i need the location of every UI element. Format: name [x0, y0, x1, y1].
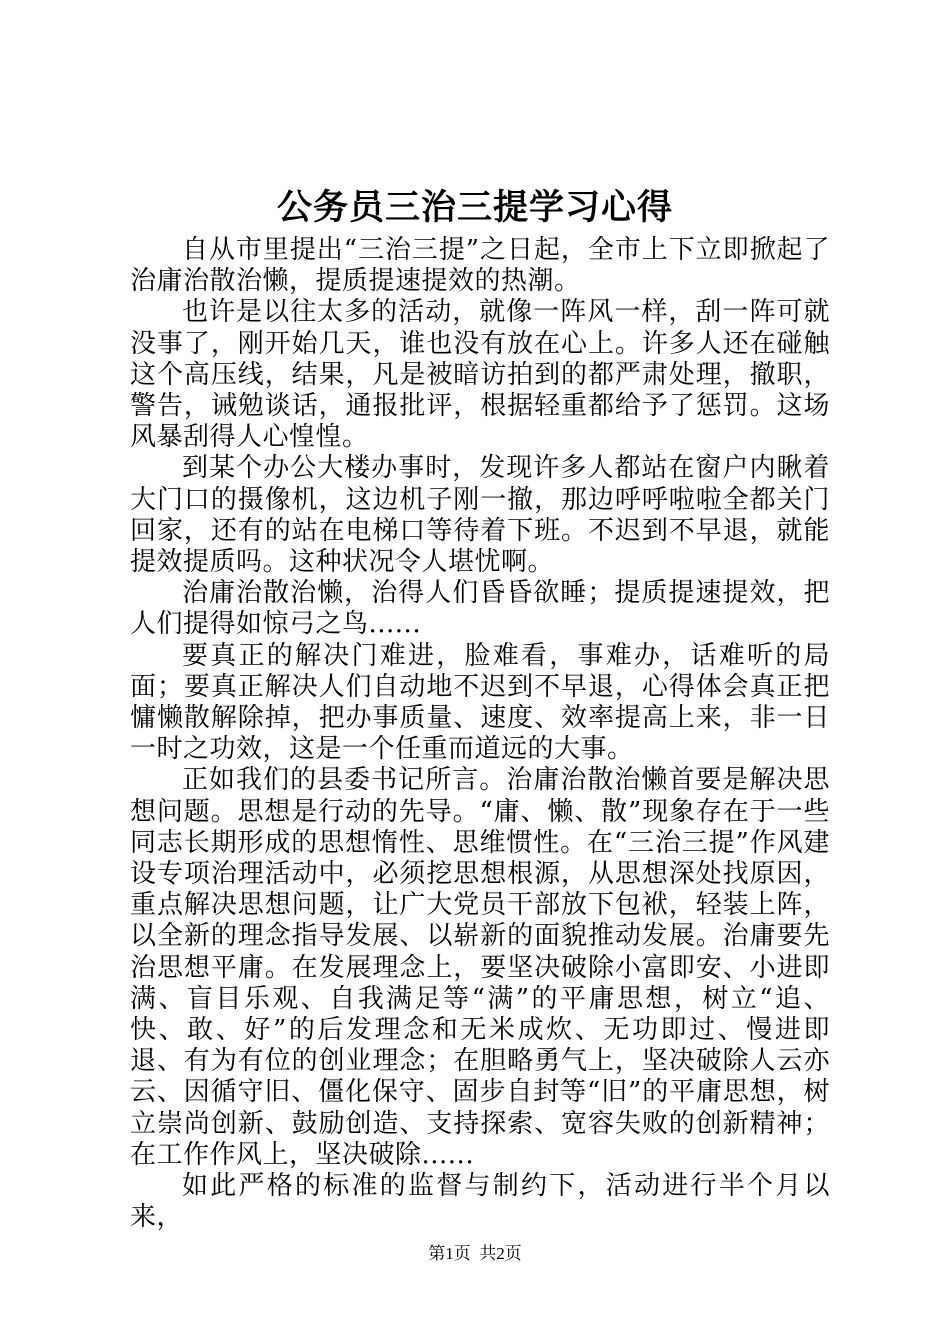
- page-total: 共2页: [479, 1244, 522, 1263]
- paragraph: 自从市里提出“三治三提”之日起，全市上下立即掀起了治庸治散治懒，提质提速提效的热潮。: [130, 235, 830, 297]
- paragraph: 也许是以往太多的活动，就像一阵风一样，刮一阵可就没事了，刚开始几天，谁也没有放在心上。许多人还在碰触这个高压线，结果，凡是被暗访拍到的都严肃处理，撤职，警告，诫勉谈话，通报批评，根据轻重都给予了惩罚。这场风暴刮得人心惶惶。: [130, 297, 830, 453]
- page-footer: [0, 1242, 950, 1266]
- document-body: [130, 235, 830, 1234]
- document-title: 公务员三治三提学习心得: [276, 187, 673, 228]
- paragraph: 治庸治散治懒，治得人们昏昏欲睡；提质提速提效，把人们提得如惊弓之鸟......: [130, 578, 830, 640]
- paragraph: 如此严格的标准的监督与制约下，活动进行半个月以来，: [130, 1171, 830, 1233]
- paragraph: 到某个办公大楼办事时，发现许多人都站在窗户内瞅着大门口的摄像机，这边机子刚一撤，那边呼呼啦啦全都关门回家，还有的站在电梯口等待着下班。不迟到不早退，就能提效提质吗。这种状况令人堪忧啊。: [130, 453, 830, 578]
- paragraph: 要真正的解决门难进，脸难看，事难办，话难听的局面；要真正解决人们自动地不迟到不早退，心得体会真正把慵懒散解除掉，把办事质量、速度、效率提高上来，非一日一时之功效，这是一个任重而道远的大事。: [130, 640, 830, 765]
- paragraph: 正如我们的县委书记所言。治庸治散治懒首要是解决思想问题。思想是行动的先导。“庸、懒、散”现象存在于一些同志长期形成的思想惰性、思维惯性。在“三治三提”作风建设专项治理活动中，必须挖思想根源，从思想深处找原因，重点解决思想问题，让广大党员干部放下包袱，轻装上阵，以全新的理念指导发展、以崭新的面貌推动发展。治庸要先治思想平庸。在发展理念上，要坚决破除小富即安、小进即满、盲目乐观、自我满足等“满”的平庸思想，树立“追、快、敢、好”的后发理念和无米成炊、无功即过、慢进即退、有为有位的创业理念；在胆略勇气上，坚决破除人云亦云、因循守旧、僵化保守、固步自封等“旧”的平庸思想，树立崇尚创新、鼓励创造、支持探索、宽容失败的创新精神；在工作作风上，坚决破除......: [130, 765, 830, 1170]
- page-number: 第1页: [428, 1244, 471, 1263]
